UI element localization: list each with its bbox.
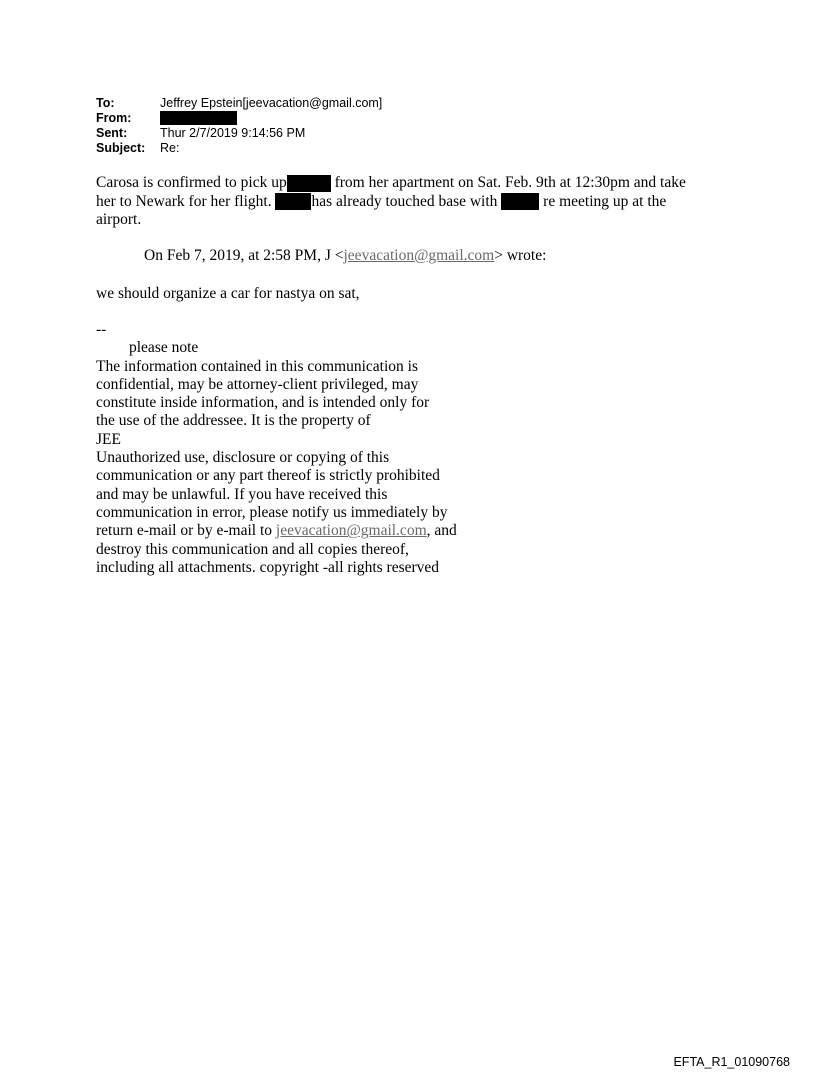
sig-line: constitute inside information, and is intended only for [96,394,430,412]
sig-line: communication or any part thereof is strictly prohibited [96,467,440,485]
subject-value: Re: [160,141,180,155]
message-body [96,174,736,230]
to-label: To: [96,96,115,110]
sig-email-suffix: , and [426,522,457,540]
from-row [96,111,382,126]
body-text: Carosa is confirmed to pick up [96,174,287,191]
body-line-3: airport. [96,211,142,228]
quote-suffix: > wrote: [494,247,547,264]
redaction-box [160,111,237,125]
redaction-box [501,193,539,210]
sent-label: Sent: [96,126,128,140]
quote-attribution [144,247,546,266]
sig-note: please note [129,339,199,357]
sig-line: destroy this communication and all copies thereof, [96,540,409,558]
to-row [96,96,382,111]
quote-prefix: On Feb 7, 2019, at 2:58 PM, J < [144,247,344,264]
document-id: EFTA_R1_01090768 [673,1055,790,1069]
body-text: her to Newark for her flight. [96,192,276,210]
redaction-box [275,193,311,210]
email-link[interactable]: jeevacation@gmail.com [343,247,495,264]
sig-line: confidential, may be attorney-client privileged, may [96,375,419,393]
sig-email-prefix: return e-mail or by e-mail to [96,522,276,540]
sig-line: the use of the addressee. It is the property of [96,412,371,430]
sig-line: including all attachments. copyright -all rights reserved [96,558,440,576]
subject-row [96,141,382,156]
redaction-box [287,175,331,192]
subject-label: Subject: [96,141,146,155]
from-label: From: [96,111,132,125]
sig-email-line [96,522,457,540]
body-line-1 [96,174,736,193]
sig-line: Unauthorized use, disclosure or copying of this [96,449,390,467]
quoted-message: we should organize a car for nastya on sat, [96,285,360,302]
sig-line: JEE [96,430,121,448]
body-text: from her apartment on Sat. Feb. 9th at 12:30pm and take [330,174,686,191]
body-text: has already touched base with [311,192,502,210]
sig-line: The information contained in this communication is [96,357,418,375]
body-line-2 [96,193,736,212]
sent-row [96,126,382,141]
sent-value: Thur 2/7/2019 9:14:56 PM [160,126,306,140]
email-link[interactable]: jeevacation@gmail.com [275,522,427,540]
sig-line: communication in error, please notify us immediately by [96,503,448,521]
email-header [96,96,382,156]
body-text: re meeting up at the [539,192,667,210]
to-value: Jeffrey Epstein[jeevacation@gmail.com] [160,96,383,110]
signature-disclaimer [96,321,457,577]
sig-line: and may be unlawful. If you have received this [96,485,388,503]
sig-dashes: -- [96,321,107,338]
